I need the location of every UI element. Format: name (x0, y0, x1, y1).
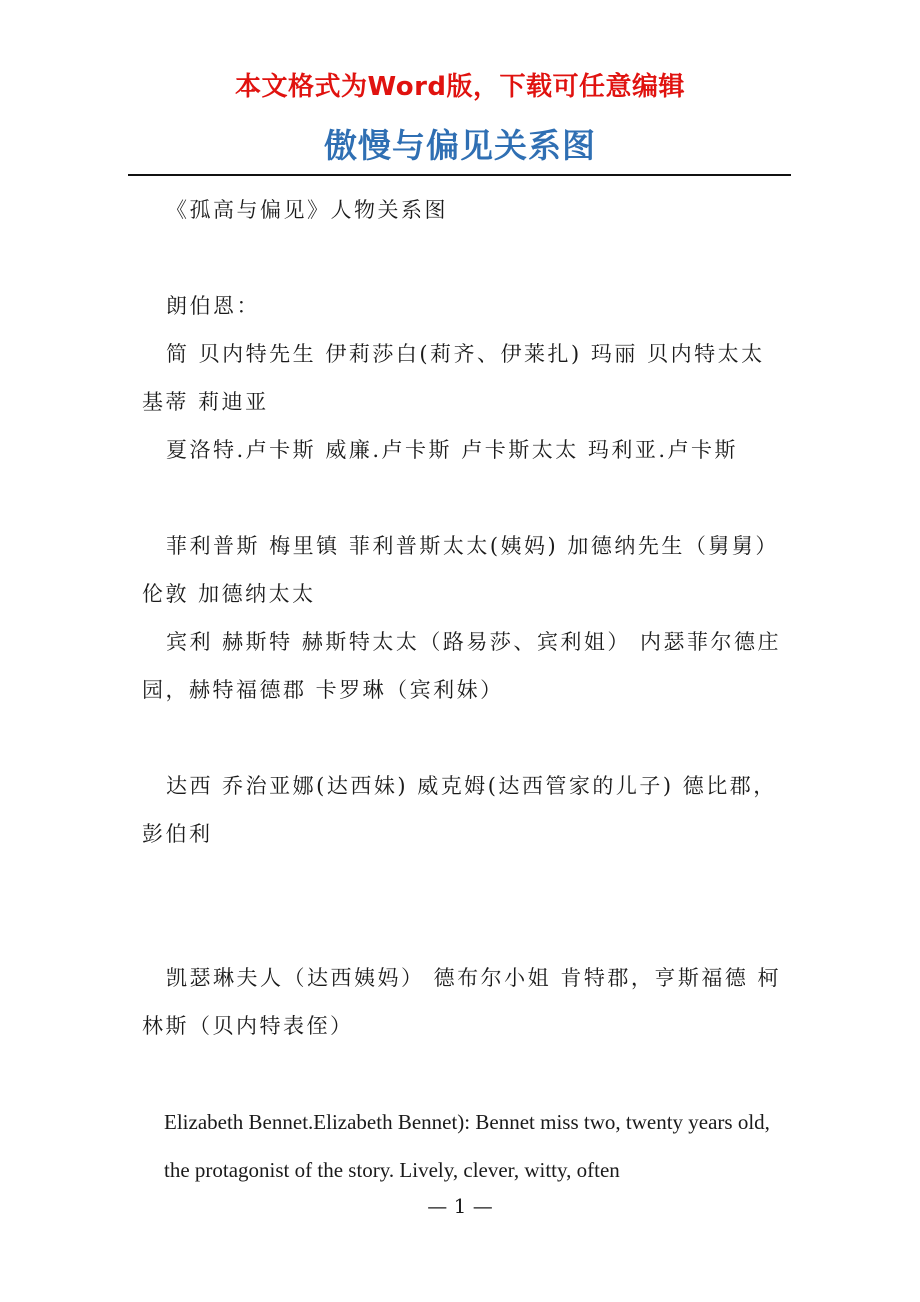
paragraph-bennet-family: 简 贝内特先生 伊莉莎白(莉齐、伊莱扎) 玛丽 贝内特太太 基蒂 莉迪亚 (142, 342, 765, 414)
blank-lines (142, 858, 782, 954)
paragraph-longbourn: 朗伯恩： (166, 294, 260, 318)
document-body (142, 186, 782, 1194)
paragraph-relatives: 菲利普斯 梅里镇 菲利普斯太太(姨妈) 加德纳先生（舅舅） 伦敦 加德纳太太 (142, 534, 779, 606)
blank-line (142, 474, 782, 522)
paragraph-english: Elizabeth Bennet.Elizabeth Bennet): Bennet miss two, twenty years old, the protagonist of the story. Lively, clever, witty, often (164, 1110, 770, 1182)
blank-line (142, 234, 782, 282)
blank-line (142, 1050, 782, 1098)
paragraph-catherine: 凯瑟琳夫人（达西姨妈） 德布尔小姐 肯特郡，亨斯福德 柯林斯（贝内特表侄） (142, 966, 782, 1038)
paragraph-bingley: 宾利 赫斯特 赫斯特太太（路易莎、宾利姐） 内瑟菲尔德庄园，赫特福德郡 卡罗琳（宾利妹） (142, 630, 782, 702)
word-format-banner: 本文格式为Word版，下载可任意编辑 (234, 72, 686, 102)
paragraph-subtitle: 《孤高与偏见》人物关系图 (166, 198, 448, 222)
paragraph-lucas-family: 夏洛特.卢卡斯 威廉.卢卡斯 卢卡斯太太 玛利亚.卢卡斯 (166, 438, 739, 462)
title-divider (128, 174, 791, 176)
page-number: — 1 — (427, 1194, 493, 1218)
blank-line (142, 714, 782, 762)
paragraph-darcy: 达西 乔治亚娜(达西妹) 威克姆(达西管家的儿子) 德比郡，彭伯利 (142, 774, 777, 846)
document-title: 傲慢与偏见关系图 (324, 126, 596, 165)
